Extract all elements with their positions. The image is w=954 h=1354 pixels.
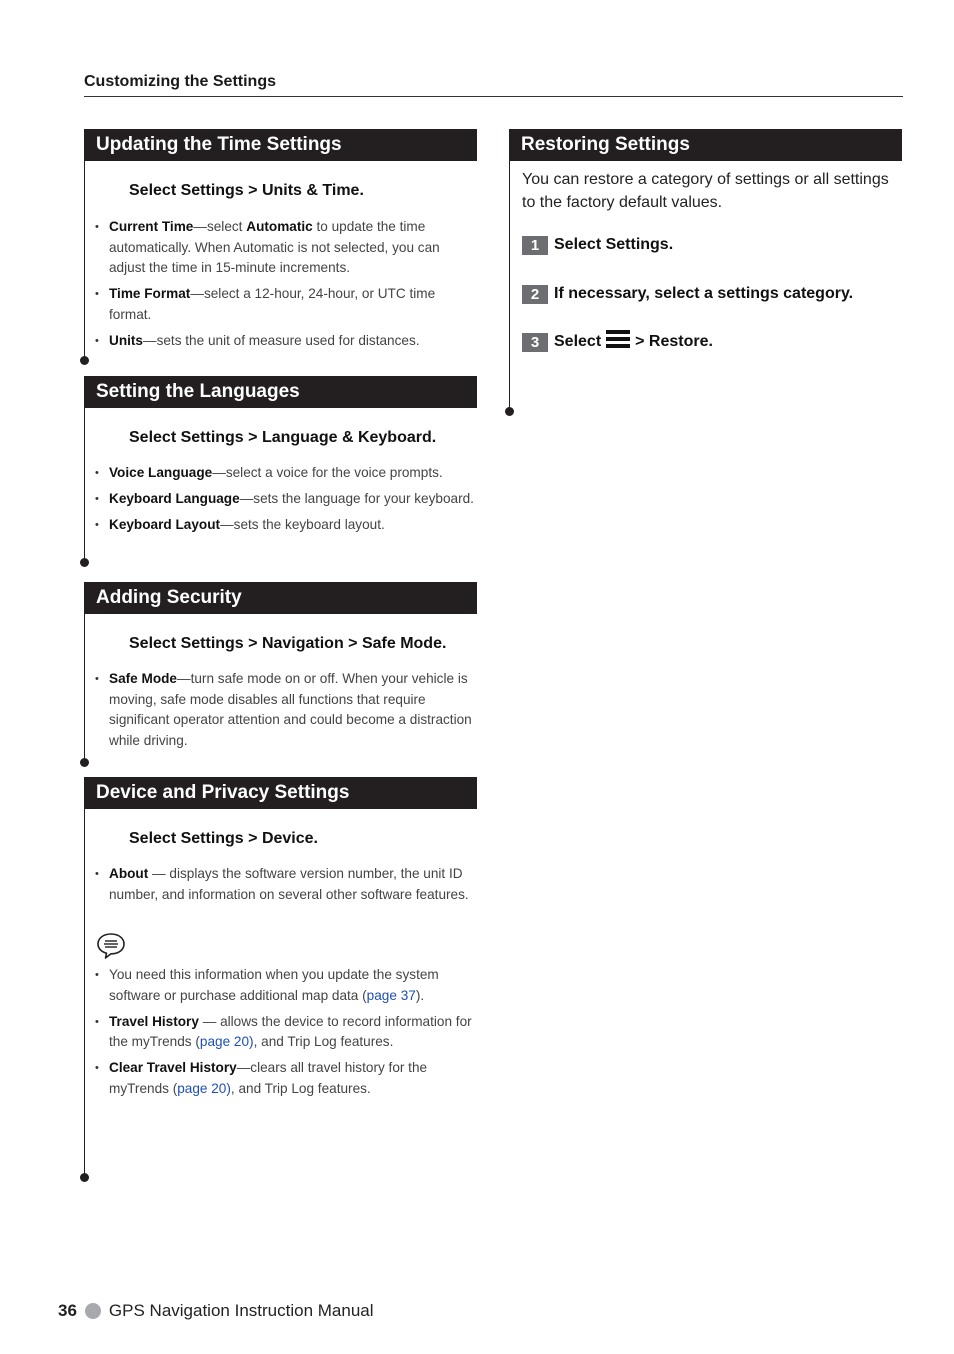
text: — displays the software version number, the unit ID number, and information on several other software features.: [109, 866, 469, 902]
menu-icon: [606, 330, 630, 348]
text: —sets the language for your keyboard.: [239, 491, 474, 506]
text: —select a voice for the voice prompts.: [212, 465, 443, 480]
step-number: 2: [522, 285, 548, 304]
text: —select a 12-hour, 24-hour, or UTC time format.: [109, 286, 436, 322]
list-item: [84, 965, 476, 1006]
step-text-pre: Select: [554, 333, 602, 350]
step-number: 3: [522, 333, 548, 352]
text: , and Trip Log features.: [253, 1034, 394, 1049]
settings-path-languages: Select Settings > Language & Keyboard.: [129, 429, 437, 446]
security-options-list: [84, 669, 476, 757]
device-options-list: [84, 965, 476, 1105]
page-link[interactable]: page 20): [177, 1080, 231, 1096]
manual-title: GPS Navigation Instruction Manual: [108, 1301, 374, 1320]
text: You need this information when you update the system software or purchase additional map data (: [109, 967, 439, 1003]
header-rule: [84, 96, 903, 97]
time-options-list: [84, 217, 476, 357]
term-current-time: Current Time: [109, 219, 194, 234]
page-link[interactable]: page 37: [366, 987, 416, 1003]
text: , and Trip Log features.: [230, 1080, 371, 1096]
text: —sets the unit of measure used for distances.: [142, 332, 420, 348]
term-clear-travel-history: Clear Travel History: [109, 1060, 237, 1075]
step-text: Select Settings.: [554, 236, 674, 253]
settings-path-device: Select Settings > Device.: [129, 830, 318, 847]
settings-path-security: Select Settings > Navigation > Safe Mode.: [129, 635, 447, 652]
text: — allows the device to record information for the myTrends (: [109, 1013, 472, 1049]
list-item: [84, 489, 476, 510]
term-travel-history: Travel History: [109, 1013, 199, 1029]
section-title-security: Adding Security: [84, 582, 477, 614]
list-item: [84, 515, 476, 536]
section-rule-restore: [509, 161, 510, 412]
term-automatic: Automatic: [246, 219, 313, 234]
section-end-dot-device: [80, 1173, 89, 1182]
term-keyboard-language: Keyboard Language: [109, 491, 240, 506]
text: —select: [193, 219, 247, 234]
list-item: [84, 217, 476, 279]
term-keyboard-layout: Keyboard Layout: [109, 517, 221, 532]
term-safe-mode: Safe Mode: [109, 671, 177, 686]
list-item: [84, 463, 476, 484]
list-item: [84, 284, 476, 325]
list-item: [84, 864, 476, 905]
text: —turn safe mode on or off. When your vehicle is moving, safe mode disables all functions that require significant operator attention and could become a distraction while driving.: [109, 671, 472, 748]
page-number: 36: [58, 1301, 77, 1320]
section-end-dot-restore: [505, 407, 514, 416]
section-end-dot-security: [80, 758, 89, 767]
section-title-device: Device and Privacy Settings: [84, 777, 477, 809]
text: ).: [415, 987, 425, 1003]
term-time-format: Time Format: [109, 286, 191, 301]
section-end-dot-time: [80, 356, 89, 365]
text: —sets the keyboard layout.: [220, 517, 385, 532]
step-text: If necessary, select a settings category.: [554, 285, 854, 302]
page-footer: [58, 1301, 374, 1321]
step-2: [522, 284, 853, 304]
section-title-languages: Setting the Languages: [84, 376, 477, 408]
device-about-list: [84, 864, 476, 911]
step-number: 1: [522, 236, 548, 255]
term-about: About: [109, 866, 149, 881]
note-icon: [96, 932, 126, 960]
section-end-dot-languages: [80, 558, 89, 567]
settings-path-time: Select Settings > Units & Time.: [129, 182, 364, 199]
step-text: [554, 333, 713, 351]
list-item: [84, 331, 476, 352]
footer-dot-icon: [85, 1303, 101, 1319]
restore-intro: You can restore a category of settings or all settings to the factory default values.: [522, 171, 889, 211]
section-title-time: Updating the Time Settings: [84, 129, 477, 161]
language-options-list: [84, 463, 476, 541]
step-3: [522, 332, 713, 352]
step-text-post: > Restore.: [635, 333, 713, 350]
term-units: Units: [109, 332, 143, 348]
list-item: [84, 669, 476, 751]
text: to update the time automatically. When Automatic is not selected, you can adjust the time in 15-minute increments.: [109, 219, 440, 275]
list-item: [84, 1012, 476, 1053]
page-header: Customizing the Settings: [84, 73, 276, 90]
list-item: [84, 1058, 476, 1099]
text: —clears all travel history for the myTrends (: [109, 1060, 428, 1096]
step-1: [522, 235, 673, 255]
section-title-restore: Restoring Settings: [509, 129, 902, 161]
page-link[interactable]: page 20): [199, 1034, 254, 1049]
term-voice-language: Voice Language: [109, 465, 213, 480]
